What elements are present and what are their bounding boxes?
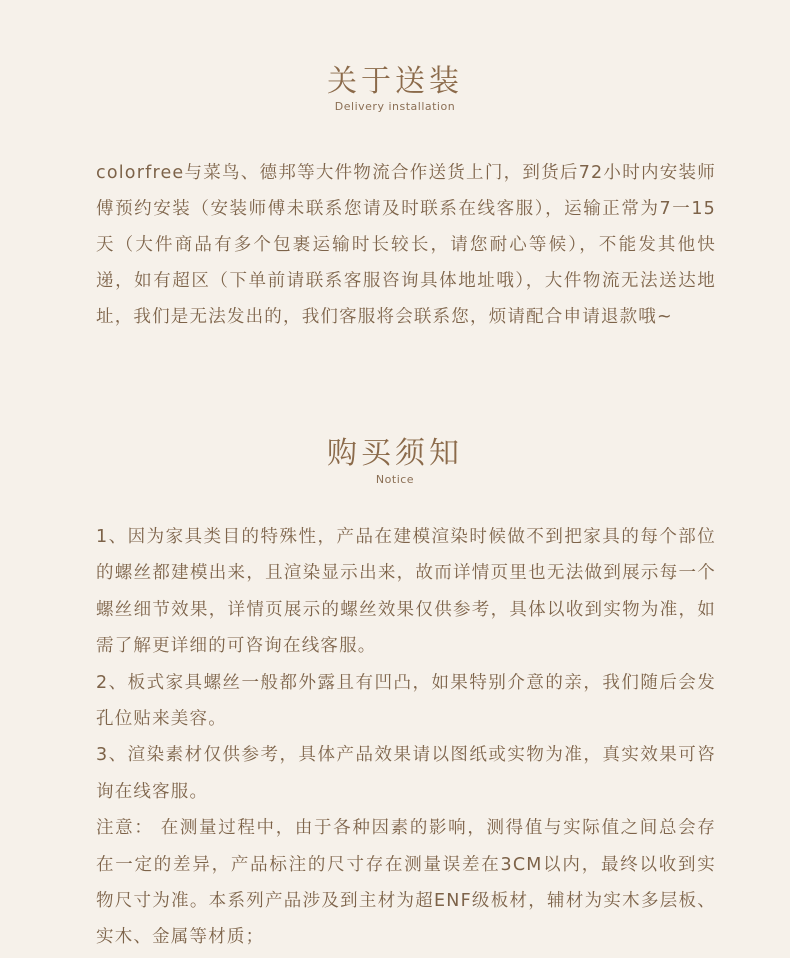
notice-list	[96, 519, 716, 956]
notice-item-3: 3、渲染素材仅供参考，具体产品效果请以图纸或实物为准，真实效果可咨询在线客服。	[96, 745, 716, 802]
delivery-title: 关于送装	[327, 64, 463, 99]
notice-item-1: 1、因为家具类目的特殊性，产品在建模渲染时候做不到把家具的每个部位的螺丝都建模出来，且渲染显示出来，故而详情页里也无法做到展示每一个螺丝细节效果，详情页展示的螺丝效果仅供参考，具体以收到实物为准，如需了解更详细的可咨询在线客服。	[96, 527, 716, 657]
delivery-subtitle: Delivery installation	[334, 100, 456, 113]
notice-title: 购买须知	[327, 436, 463, 471]
notice-subtitle: Notice	[375, 473, 415, 486]
delivery-text: colorfree与菜鸟、德邦等大件物流合作送货上门，到货后72小时内安装师傅预约安装（安装师傅未联系您请及时联系在线客服），运输正常为7一15天（大件商品有多个包裹运输时长较长，请您耐心等候），不能发其他快递，如有超区（下单前请联系客服咨询具体地址哦），大件物流无法送达地址，我们是无法发出的，我们客服将会联系您，烦请配合申请退款哦~	[96, 163, 716, 327]
notice-item-note: 注意： 在测量过程中，由于各种因素的影响，测得值与实际值之间总会存在一定的差异，产品标注的尺寸存在测量误差在3CM以内，最终以收到实物尺寸为准。本系列产品涉及到主材为超ENF级板材，辅材为实木多层板、实木、金属等材质；	[96, 818, 716, 948]
notice-item-2: 2、板式家具螺丝一般都外露且有凹凸，如果特别介意的亲，我们随后会发孔位贴来美容。	[96, 672, 716, 730]
